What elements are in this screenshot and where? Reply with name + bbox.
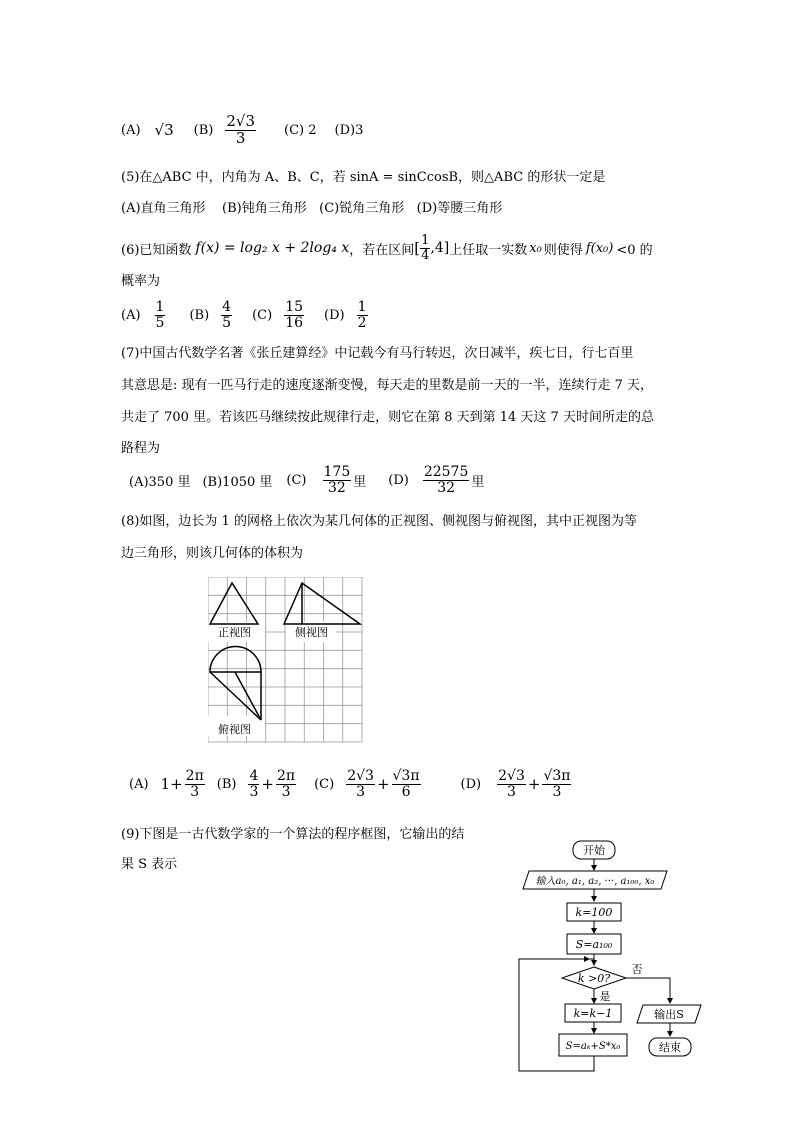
q8-option-c-num1: 2√3 xyxy=(347,767,374,784)
q8-option-d-fraction2 xyxy=(542,769,571,799)
q4-options xyxy=(121,110,363,150)
q8-option-b-fraction2 xyxy=(276,769,296,799)
q8-option-d-label: (D) xyxy=(460,776,482,792)
side-view-label: 侧视图 xyxy=(295,626,328,639)
q8-line2: 边三角形，则该几何体的体积为 xyxy=(121,546,304,561)
q6-option-a-label: (A) xyxy=(121,307,141,323)
q8-option-b-num1: 4 xyxy=(249,767,259,784)
q6-fx0: f(x₀) xyxy=(585,240,614,256)
q8-option-c-label: (C) xyxy=(314,776,335,792)
q6-line2: 概率为 xyxy=(121,274,161,289)
q6-option-c-num: 15 xyxy=(285,298,304,315)
q6-option-d-fraction xyxy=(357,300,368,330)
q6-part5: <0 的 xyxy=(616,242,653,258)
q8-option-b-fraction1 xyxy=(248,769,259,799)
q8-option-d-plus: + xyxy=(527,775,541,793)
q8-option-c-num2: √3π xyxy=(392,767,420,784)
q7-option-c-den: 32 xyxy=(327,479,346,496)
q7-option-d-unit: 里 xyxy=(471,474,485,490)
q6-part1: (6)已知函数 xyxy=(121,242,192,258)
q8-option-b-plus: + xyxy=(261,775,274,793)
q7-option-c-num: 175 xyxy=(323,463,351,480)
side-view-triangle xyxy=(284,583,360,624)
q8-line1: (8)如图，边长为 1 的网格上依次为某几何体的正视图、侧视图与俯视图，其中正视图为等 xyxy=(121,514,637,529)
q6-option-b-den: 5 xyxy=(222,314,232,331)
q6-option-c-den: 16 xyxy=(285,314,304,331)
q7-option-c-label: (C) xyxy=(286,472,307,488)
flow-start-text: 开始 xyxy=(583,844,605,857)
q8-option-b-num2: 2π xyxy=(276,767,296,784)
q6-option-d-label: (D) xyxy=(324,307,345,323)
q7-option-c-unit: 里 xyxy=(353,474,367,490)
q6-option-c-fraction xyxy=(284,300,304,330)
q7-line2: 其意思是: 现有一匹马行走的速度逐渐变慢，每天走的里数是前一天的一半，连续行走 7 天， xyxy=(121,378,654,393)
q6-interval-den: 4 xyxy=(421,247,430,263)
q6-part2: ，若在区间 xyxy=(349,242,415,258)
q6-interval-fraction xyxy=(420,234,430,262)
q6-option-d-den: 2 xyxy=(357,314,367,331)
q8-option-a-den: 3 xyxy=(190,783,200,800)
q8-option-d-den1: 3 xyxy=(507,783,516,800)
flow-k-init-text: k=100 xyxy=(575,906,613,919)
q7-option-c-fraction xyxy=(323,465,352,495)
q7-line3: 共走了 700 里。若该匹马继续按此规律行走，则它在第 8 天到第 14 天这 7 天时间所走的总 xyxy=(121,410,654,425)
q7-option-d-num: 22575 xyxy=(423,463,469,480)
q6-function: f(x) = log₂ x + 2log₄ x xyxy=(195,240,350,256)
q5-stem: (5)在△ABC 中，内角为 A、B、C，若 sinA = sinCcosB，则△ABC 的形状一定是 xyxy=(121,170,606,185)
q6-part3: 上任取一实数 xyxy=(449,242,528,258)
q9-line1: (9)下图是一古代数学家的一个算法的程序框图，它输出的结 xyxy=(121,827,465,842)
q4-option-a-label: (A) xyxy=(121,122,141,138)
q8-option-b-label: (B) xyxy=(216,776,237,792)
q7-option-d-fraction xyxy=(423,465,470,495)
q4-option-b-den: 3 xyxy=(235,128,246,147)
q8-option-b-den2: 3 xyxy=(281,783,291,800)
q8-option-a-label: (A) xyxy=(129,776,149,792)
top-view-label: 俯视图 xyxy=(218,723,251,736)
flow-output-text: 输出S xyxy=(654,1008,684,1021)
flow-end-text: 结束 xyxy=(659,1041,681,1054)
flowchart xyxy=(515,837,720,1077)
q6-stem xyxy=(121,230,653,266)
q4-option-a-value: √3 xyxy=(154,121,174,139)
q4-option-b-label: (B) xyxy=(193,122,214,138)
q8-option-a-prefix: 1+ xyxy=(160,775,183,793)
front-view-label: 正视图 xyxy=(218,626,251,639)
q8-option-b-den1: 3 xyxy=(249,783,259,800)
q6-option-b-label: (B) xyxy=(189,307,210,323)
flow-yes-label: 是 xyxy=(599,990,611,1003)
q6-interval-close: ,4] xyxy=(430,240,450,256)
q8-option-c-fraction1 xyxy=(346,769,375,799)
q7-option-a: (A)350 里 xyxy=(129,474,191,490)
q7-options xyxy=(129,460,484,500)
q8-option-c-den2: 6 xyxy=(401,783,411,800)
front-view-triangle xyxy=(210,583,258,624)
flow-no-branch xyxy=(626,978,670,1003)
q6-option-b-fraction xyxy=(221,300,232,330)
q6-part4: 则使得 xyxy=(543,242,583,258)
q4-option-b-fraction xyxy=(225,111,256,147)
q6-option-c-label: (C) xyxy=(252,307,273,323)
q6-interval-open: [ xyxy=(414,239,421,257)
q6-options xyxy=(121,295,370,335)
q7-option-b: (B)1050 里 xyxy=(202,474,273,490)
q6-option-b-num: 4 xyxy=(222,298,232,315)
flow-input-text: 输入a₀, a₁, a₂, ···, a₁₀₀, x₀ xyxy=(535,876,655,887)
q7-option-d-den: 32 xyxy=(437,479,456,496)
q8-option-a-fraction xyxy=(185,769,205,799)
q8-option-c-fraction2 xyxy=(392,769,421,799)
flow-no-label: 否 xyxy=(631,963,643,976)
q8-option-c-den1: 3 xyxy=(356,783,366,800)
flow-s-init-text: S=a₁₀₀ xyxy=(575,938,613,951)
q8-option-d-num1: 2√3 xyxy=(498,767,525,784)
q6-option-a-fraction xyxy=(155,300,166,330)
flow-s-update-text: S=aₖ+S*x₀ xyxy=(565,1041,621,1052)
q8-option-d-num2: √3π xyxy=(543,767,571,784)
flow-condition-text: k >0? xyxy=(577,972,611,985)
q4-option-c: (C) 2 xyxy=(284,122,317,138)
q7-line4: 路程为 xyxy=(121,441,161,456)
three-view-figure xyxy=(208,577,363,743)
q4-option-b-num: 2√3 xyxy=(226,111,256,130)
q8-option-d-den2: 3 xyxy=(552,783,562,800)
q4-option-d: (D)3 xyxy=(334,122,364,138)
q7-line1: (7)中国古代数学名著《张丘建算经》中记载今有马行转迟，次日减半，疾七日，行七百里 xyxy=(121,346,634,361)
q6-x0: x₀ xyxy=(529,240,542,256)
q6-option-a-num: 1 xyxy=(155,298,165,315)
q8-option-d-fraction1 xyxy=(497,769,526,799)
top-view-edge-left xyxy=(210,672,261,720)
q6-option-a-den: 5 xyxy=(155,314,165,331)
q8-options xyxy=(129,762,573,806)
q6-interval-num: 1 xyxy=(421,232,430,248)
q6-option-d-num: 1 xyxy=(357,298,367,315)
flow-k-dec-text: k=k−1 xyxy=(573,1007,613,1020)
q5-options: (A)直角三角形 (B)钝角三角形 (C)锐角三角形 (D)等腰三角形 xyxy=(121,201,503,216)
q8-option-a-num: 2π xyxy=(185,767,204,784)
top-view-edge-mid xyxy=(235,672,261,720)
q8-option-c-plus: + xyxy=(376,775,390,793)
q9-line2: 果 S 表示 xyxy=(121,857,178,872)
q7-option-d-label: (D) xyxy=(388,472,409,488)
